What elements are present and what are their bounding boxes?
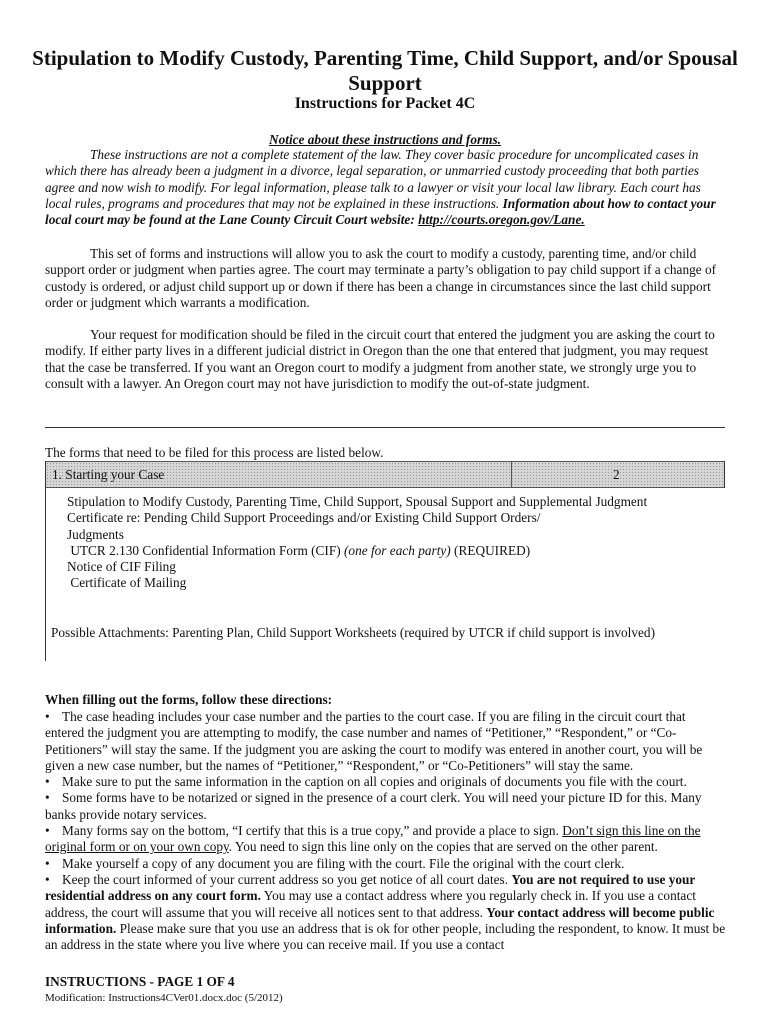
utcr-required: (REQUIRED) (454, 542, 531, 558)
direction-text: You may use a contact address where you regularly check in. If you use a contact address, the court will assume that you will receive all notices sent to that address. (45, 888, 696, 920)
direction-text: The case heading includes your case number and the parties to the court case. If you are filing in the circuit court that entered the judgment you are attempting to modify, the case number and names of “Petitioner,” “Respondent,” or “Co-Petitioners” will stay the same. If the judgment you are asking the court to modify was entered in another court, you will be given a new case number, but the names of “Petitioner,” “Respondent,” or “Co-Petitioners” will stay the same. (45, 709, 703, 773)
form-item: Certificate re: Pending Child Support Proceedings and/or Existing Child Support Orders/ (67, 510, 541, 526)
form-item: Certificate of Mailing (67, 575, 187, 591)
forms-box-right-border (724, 461, 725, 488)
direction-text: . You need to sign this line only on the copies that are served on the other parent. (228, 839, 658, 855)
direction-item (45, 709, 727, 774)
section-divider (45, 427, 725, 428)
intro-paragraph-2-text: Your request for modification should be filed in the circuit court that entered the judgment you are asking the court to modify. If either party lives in a different judicial district in Oregon than the one that entered that judgment, you may request that the case be transferred. If you want an Oregon court to modify a judgment from another state, we strongly urge you to consult with a lawyer. An Oregon court may not have jurisdiction to modify the out-of-state judgment. (45, 327, 715, 391)
bullet-icon: • (45, 823, 50, 839)
form-item: Notice of CIF Filing (67, 559, 176, 575)
direction-text: Please make sure that you use an address that is ok for other people, including the respondent, to know. It must be an address in the state where you live where you can receive mail. If you use a contact (45, 920, 726, 953)
intro-paragraph-1 (45, 246, 727, 311)
direction-item (45, 774, 727, 790)
forms-box-left-border (45, 461, 46, 661)
notice-body: These instructions are not a complete statement of the law. They cover basic procedure for uncomplicated cases in which there has already been a judgment in a divorce, legal separation, or unmarried custody proceeding that both parties agree and now wish to modify. For legal information, please talk to a lawyer or visit your local law library. Each court has local rules, programs and procedures that may not be explained in these instructions. (45, 147, 701, 211)
direction-item (45, 823, 727, 856)
utcr-note: (one for each party) (344, 542, 451, 558)
direction-bold: You are not required to use your residential address on any court form. (45, 871, 696, 904)
intro-paragraph-1-text: This set of forms and instructions will allow you to ask the court to modify a custody, parenting time, and/or child support order or judgment when parties agree. The court may terminate a party’s obligation to pay child support if a change of custody is ordered, or adjust child support up or down if there has been a change in circumstances since the last child support order or judgment which warrants a modification. (45, 246, 717, 310)
direction-text: Keep the court informed of your current address so you get notice of all court dates. (62, 871, 509, 887)
directions-list (45, 709, 727, 953)
possible-attachments: Possible Attachments: Parenting Plan, Child Support Worksheets (required by UTCR if child support is involved) (51, 625, 656, 640)
forms-intro: The forms that need to be filed for this process are listed below. (45, 445, 384, 460)
forms-box-separator (511, 462, 512, 487)
direction-item (45, 872, 727, 953)
forms-box-header (45, 461, 725, 488)
bullet-icon: • (45, 790, 50, 806)
direction-item (45, 790, 727, 823)
notice-heading: Notice about these instructions and forms. (269, 132, 501, 147)
bullet-icon: • (45, 709, 50, 724)
notice-paragraph (45, 147, 727, 228)
court-website-link[interactable]: http://courts.oregon.gov/Lane. (418, 212, 585, 228)
intro-paragraph-2 (45, 327, 727, 392)
form-item: Stipulation to Modify Custody, Parenting Time, Child Support, Spousal Support and Supplemental Judgment (67, 494, 648, 509)
bullet-icon: • (45, 871, 50, 887)
direction-text: Many forms say on the bottom, “I certify that this is a true copy,” and provide a place to sign. (62, 823, 559, 839)
bullet-icon: • (45, 855, 50, 871)
direction-bold: Your contact address will become public information. (45, 904, 715, 936)
document-title: Stipulation to Modify Custody, Parenting Time, Child Support, and/or Spousal Support (32, 46, 738, 95)
direction-item (45, 856, 727, 872)
page-footer: INSTRUCTIONS - PAGE 1 OF 4 (45, 974, 235, 989)
utcr-form-name: UTCR 2.130 Confidential Information Form (CIF) (67, 542, 341, 558)
forms-box (45, 461, 725, 661)
direction-underline: Don’t sign this line on the original form or on your own copy (45, 823, 701, 855)
forms-list (67, 494, 647, 592)
forms-box-step-1: 1. Starting your Case (52, 467, 165, 482)
forms-box-step-2: 2 (613, 467, 620, 482)
form-item: Judgments (67, 526, 124, 542)
form-item-utcr (67, 543, 647, 559)
file-footer: Modification: Instructions4CVer01.docx.doc (5/2012) (45, 992, 283, 1004)
direction-text: Make sure to put the same information in the caption on all copies and originals of documents you file with the court. (62, 774, 687, 790)
direction-text: Make yourself a copy of any document you are filing with the court. File the original with the court clerk. (62, 855, 625, 871)
directions-heading: When filling out the forms, follow these directions: (45, 692, 333, 707)
bullet-icon: • (45, 774, 50, 790)
document-subtitle: Instructions for Packet 4C (294, 95, 476, 112)
direction-text: Some forms have to be notarized or signed in the presence of a court clerk. You will need your picture ID for this. Many banks provide notary services. (45, 790, 702, 822)
notice-bold: Information about how to contact your local court may be found at the Lane County Circuit Court website: (45, 195, 716, 228)
